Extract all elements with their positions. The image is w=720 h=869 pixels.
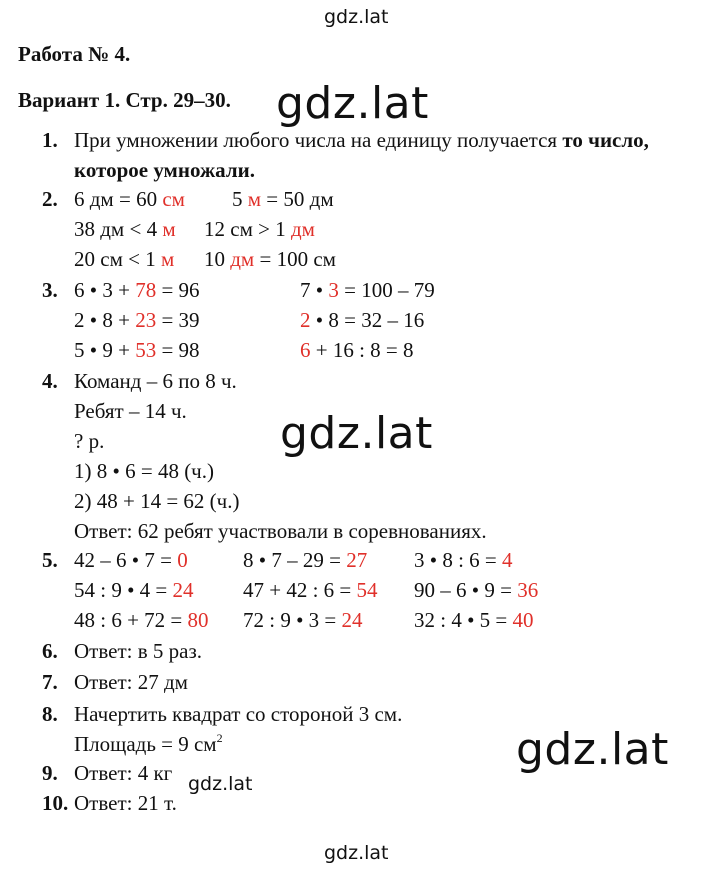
task-4-line-3: ? р. (74, 429, 105, 453)
task-3-row-2-a: 2 • 8 + 23 = 39 (74, 308, 200, 332)
task-8-area: Площадь = 9 $см^2$ (74, 731, 223, 756)
task-4-line-1: Команд – 6 по 8 ч. (74, 369, 237, 393)
task-5-cell: 3 • 8 : 6 = 4 (414, 548, 513, 572)
task-1-line-1 (74, 130, 649, 151)
task-3-row-1-a: 6 • 3 + 78 = 96 (74, 278, 200, 302)
task-5-cell: 72 : 9 • 3 = 24 (243, 608, 363, 632)
task-1-text: При умножении любого числа на единицу получается (74, 128, 563, 152)
task-6-answer: Ответ: в 5 раз. (74, 639, 202, 663)
task-4-number: 4. (42, 369, 58, 393)
task-5-cell: 42 – 6 • 7 = 0 (74, 548, 188, 572)
task-3-row-2-b: 2 • 8 = 32 – 16 (300, 308, 425, 332)
task-5-cell: 8 • 7 – 29 = 27 (243, 548, 368, 572)
watermark-large-2: gdz.lat (280, 408, 433, 459)
task-1-bold-2: которое умножали. (74, 158, 255, 182)
task-8-number: 8. (42, 702, 58, 726)
task-10-number: 10. (42, 791, 69, 815)
task-4-line-4: 1) 8 • 6 = 48 (ч.) (74, 459, 214, 483)
task-2-row-2-a: 38 дм < 4 м (74, 217, 176, 241)
task-8-superscript: 2 (216, 731, 223, 745)
task-5-cell: 32 : 4 • 5 = 40 (414, 608, 534, 632)
task-3-row-3-a: 5 • 9 + 53 = 98 (74, 338, 200, 362)
task-2-row-2-b: 12 см > 1 дм (204, 217, 315, 241)
task-2-row-1-b: 5 м = 50 дм (232, 187, 334, 211)
task-8-line-1: Начертить квадрат со стороной 3 см. (74, 702, 403, 726)
task-1-bold-1: то число, (562, 128, 649, 152)
task-5-cell: 48 : 6 + 72 = 80 (74, 608, 209, 632)
task-5-number: 5. (42, 548, 58, 572)
task-2-number: 2. (42, 187, 58, 211)
task-7-answer: Ответ: 27 дм (74, 670, 188, 694)
task-4-line-5: 2) 48 + 14 = 62 (ч.) (74, 489, 240, 513)
watermark-top: gdz.lat (324, 6, 389, 28)
task-3-row-1-b: 7 • 3 = 100 – 79 (300, 278, 435, 302)
task-4-answer: Ответ: 62 ребят участвовали в соревнованиях. (74, 519, 487, 543)
task-3-row-3-b: 6 + 16 : 8 = 8 (300, 338, 414, 362)
task-6-number: 6. (42, 639, 58, 663)
watermark-bottom: gdz.lat (324, 842, 389, 864)
task-1-number: 1. (42, 128, 58, 152)
task-9-number: 9. (42, 761, 58, 785)
task-7-number: 7. (42, 670, 58, 694)
watermark-inline: gdz.lat (188, 773, 253, 795)
task-9-answer: Ответ: 4 кг (74, 761, 173, 785)
task-5-cell: 47 + 42 : 6 = 54 (243, 578, 378, 602)
task-2-row-3-a: 20 см < 1 м (74, 247, 175, 271)
task-5-cell: 90 – 6 • 9 = 36 (414, 578, 539, 602)
task-5-cell: 54 : 9 • 4 = 24 (74, 578, 194, 602)
work-title: Работа № 4. (18, 42, 131, 66)
task-2-row-3-b: 10 дм = 100 см (204, 247, 336, 271)
task-3-number: 3. (42, 278, 58, 302)
watermark-large-1: gdz.lat (276, 78, 429, 129)
watermark-large-3: gdz.lat (516, 724, 669, 775)
task-2-row-1-a: 6 дм = 60 см (74, 187, 185, 211)
task-10-answer: Ответ: 21 т. (74, 791, 177, 815)
task-4-line-2: Ребят – 14 ч. (74, 399, 187, 423)
variant-title: Вариант 1. Стр. 29–30. (18, 88, 231, 112)
